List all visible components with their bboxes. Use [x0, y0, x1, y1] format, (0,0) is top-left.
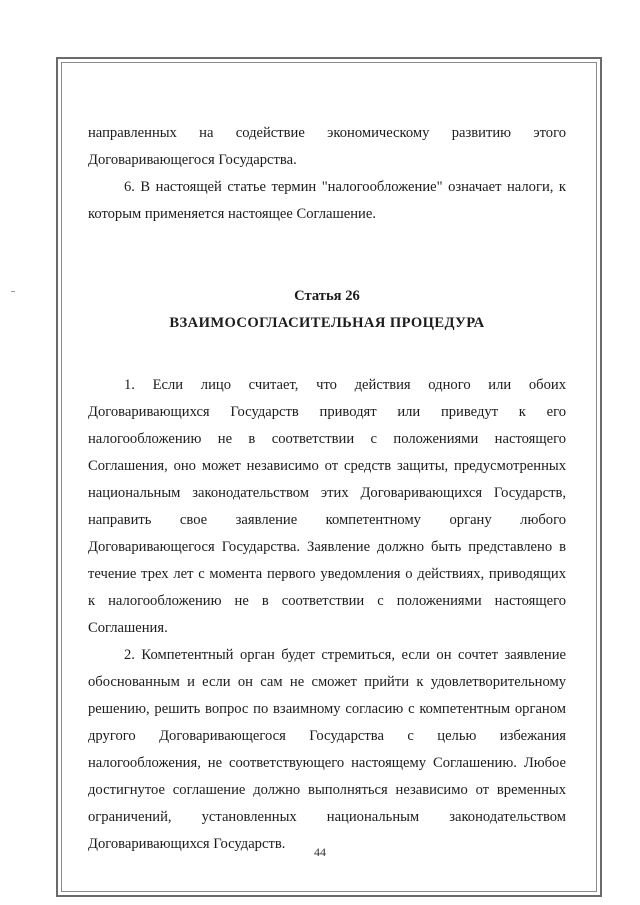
margin-mark — [11, 291, 15, 292]
title-gap — [88, 337, 566, 372]
continued-paragraph — [88, 120, 566, 174]
article-title: ВЗАИМОСОГЛАСИТЕЛЬНАЯ ПРОЦЕДУРА — [169, 315, 485, 331]
continued-line-2: Договаривающегося Государства. — [88, 152, 297, 168]
document-body — [88, 120, 566, 858]
article-paragraph-1: 1. Если лицо считает, что действия одного или обоих Договаривающихся Государств приводят или приведут к его налогообложению не в соответствии с положениями настоящего Соглашения, оно может независимо от средств защиты, предусмотренных национальным законодательством этих Договаривающихся Государств, направить свое заявление компетентному органу любого Договаривающегося Государства. Заявление должно быть представлено в течение трех лет с момента первого уведомления о действиях, приводящих к налогообложению не в соответствии с положениями настоящего Соглашения. — [88, 377, 566, 636]
continued-line-1: направленных на содействие экономическому развитию этого — [88, 125, 566, 141]
paragraph-6: 6. В настоящей статье термин "налогообложение" означает налоги, к которым применяется настоящее Соглашение. — [88, 179, 566, 222]
page-number: 44 — [314, 845, 326, 859]
article-number: Статья 26 — [294, 288, 360, 304]
article-paragraph-2: 2. Компетентный орган будет стремиться, если он сочтет заявление обоснованным и если он сам не сможет прийти к удовлетворительному решению, решить вопрос по взаимному согласию с компетентным органом другого Договаривающегося Государства с целью избежания налогообложения, не соответствующего настоящему Соглашению. Любое достигнутое соглашение должно выполняться независимо от временных ограничений, установленных национальным законодательством Договаривающихся Государств. — [88, 647, 566, 852]
section-gap — [88, 228, 566, 283]
